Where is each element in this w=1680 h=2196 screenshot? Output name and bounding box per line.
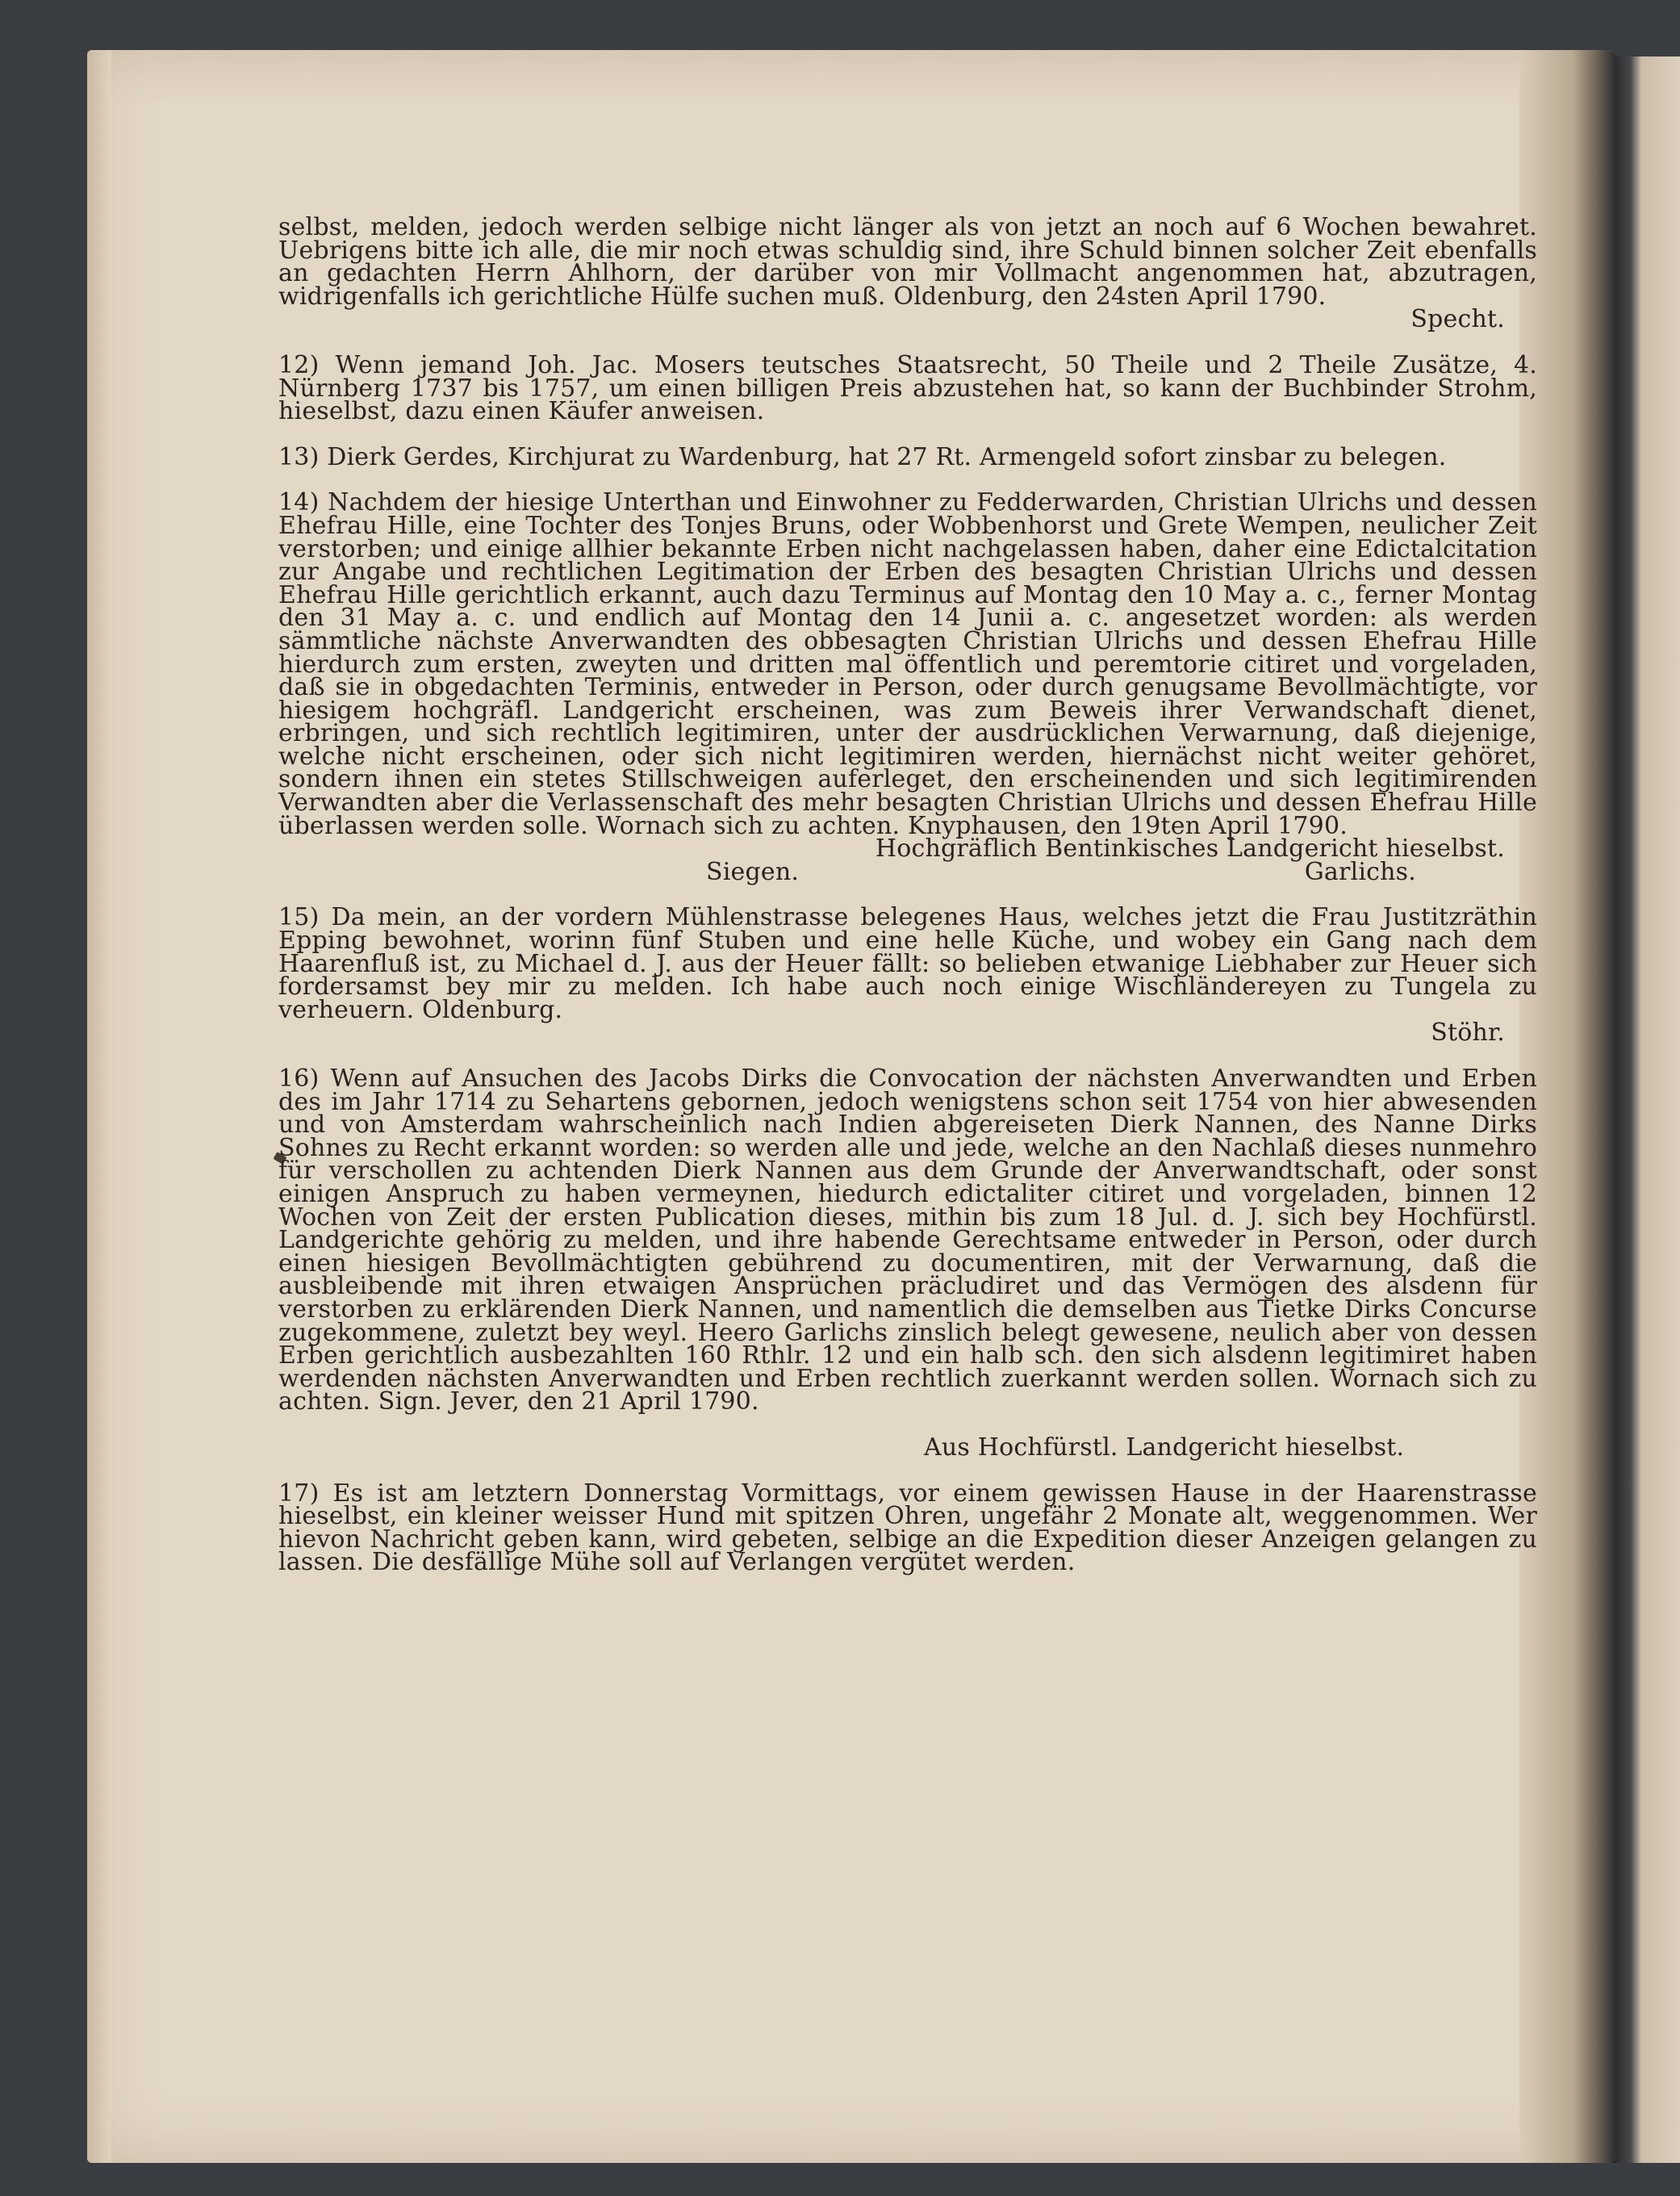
- item-16: 16) Wenn auf Ansuchen des Jacobs Dirks die Convocation der nächsten Anverwandten und Erben des im Jahr 1714 zu Sehartens gebornen, jedoch wenigstens schon seit 1754 von hier abwesenden und von Amsterdam wahrscheinlich nach Indien abgereiseten Dierk Nannen, des Nanne Dirks Sohnes zu Recht erkannt worden: so werden alle und jede, welche an den Nachlaß dieses nunmehro für verschollen zu achtenden Dierk Nannen aus dem Grunde der Anverwandtschaft, oder sonst einigen Anspruch zu haben vermeynen, hiedurch edictaliter citiret und vorgeladen, binnen 12 Wochen von Zeit der ersten Publication dieses, mithin bis zum 18 Jul. d. J. sich bey Hochfürstl. Landgerichte gehörig zu melden, und ihre habende Gerechtsame entweder in Person, oder durch einen hiesigen Bevollmächtigten gebührend zu documentiren, mit der Verwarnung, daß die ausbleibende mit ihren etwaigen Ansprüchen präcludiret und das Vermögen des alsdenn für verstorben zu erklärenden Dierk Nannen, und namentlich die demselben aus Tietke Dirks Concurse zugekommene, zuletzt bey weyl. Heero Garlichs zinslich belegt gewesene, neulich aber von dessen Erben gerichtlich ausbezahlten 160 Rthlr. 12 und ein halb sch. den sich alsdenn legitimiret haben werdenden nächsten Anverwandten und Erben rechtlich zuerkannt werden sollen. Wornach sich zu achten. Sign. Jever, den 21 April 1790.: [278, 1065, 1537, 1416]
- next-page-edge: [1610, 56, 1680, 2163]
- intro-paragraph: selbst, melden, jedoch werden selbige nicht länger als von jetzt an noch auf 6 Wochen bewahret. Uebrigens bitte ich alle, die mir noch etwas schuldig sind, ihre Schuld binnen solcher Zeit ebenfalls an gedachten Herrn Ahlhorn, der darüber von mir Vollmacht angenommen hat, abzutragen, widrigenfalls ich gerichtliche Hülfe suchen muß. Oldenburg, den 24sten April 1790.: [278, 213, 1537, 311]
- item-12: 12) Wenn jemand Joh. Jac. Mosers teutsches Staatsrecht, 50 Theile und 2 Theile Zusätze, 4. Nürnberg 1737 bis 1757, um einen billigen Preis abzustehen hat, so kann der Buchbinder Strohm, hieselbst, dazu einen Käufer anweisen.: [278, 350, 1537, 426]
- page-edge: [87, 50, 111, 2163]
- item-14-signers: [278, 857, 1537, 886]
- item-15: 15) Da mein, an der vordern Mühlenstrasse belegenes Haus, welches jetzt die Frau Justitzräthin Epping bewohnet, worinn fünf Stuben und eine helle Küche, und wobey ein Gang nach dem Haarenfluß ist, zu Michael d. J. aus der Heuer fällt: so belieben etwanige Liebhaber zur Heuer sich fordersamst bey mir zu melden. Ich habe auch noch einige Wischländereyen zu Tungela zu verheuern. Oldenburg.: [278, 903, 1537, 1024]
- item-16-authority: Aus Hochfürstl. Landgericht hieselbst.: [924, 1433, 1405, 1462]
- intro-signature: Specht.: [1410, 305, 1505, 334]
- text-block: [278, 213, 1537, 1577]
- item-14: 14) Nachdem der hiesige Unterthan und Einwohner zu Fedderwarden, Christian Ulrichs und dessen Ehefrau Hille, eine Tochter des Tonjes Bruns, oder Wobbenhorst und Grete Wempen, neulicher Zeit verstorben; und einige allhier bekannte Erben nicht nachgelassen haben, daher eine Edictalcitation zur Angabe und rechtlichen Legitimation der Erben des besagten Christian Ulrichs und dessen Ehefrau Hille gerichtlich erkannt, auch dazu Terminus auf Montag den 10 May a. c., ferner Montag den 31 May a. c. und endlich auf Montag den 14 Junii a. c. angesetzet worden: als werden sämmtliche nächste Anverwandten des obbesagten Christian Ulrichs und dessen Ehefrau Hille hierdurch zum ersten, zweyten und dritten mal öffentlich und peremtorie citiret und vorgeladen, daß sie in obgedachten Terminis, entweder in Person, oder durch genugsame Bevollmächtigte, vor hiesigem hochgräfl. Landgericht erscheinen, was zum Beweis ihrer Verwandschaft dienet, erbringen, und sich rechtlich legitimiren, unter der ausdrücklichen Verwarnung, daß diejenige, welche nicht erscheinen, oder sich nicht legitimiren werden, hiernächst nicht weiter gehöret, sondern ihnen ein stetes Stillschweigen auferleget, den erscheinenden und sich legitimirenden Verwandten aber die Verlassenschaft des mehr besagten Christian Ulrichs und dessen Ehefrau Hille überlassen werden solle. Wornach sich zu achten. Knyphausen, den 19ten April 1790.: [278, 488, 1537, 840]
- signer-siegen: Siegen.: [706, 857, 800, 886]
- item-13: 13) Dierk Gerdes, Kirchjurat zu Wardenburg, hat 27 Rt. Armengeld sofort zinsbar zu belegen.: [278, 442, 1447, 471]
- item-15-signature: Stöhr.: [1431, 1019, 1505, 1048]
- item-14-authority: Hochgräflich Bentinkisches Landgericht hieselbst.: [875, 834, 1505, 864]
- item-17: 17) Es ist am letztern Donnerstag Vormittags, vor einem gewissen Hause in der Haarenstrasse hieselbst, ein kleiner weisser Hund mit spitzen Ohren, ungefähr 2 Monate alt, weggenommen. Wer hievon Nachricht geben kann, wird gebeten, selbige an die Expedition dieser Anzeigen gelangen zu lassen. Die desfällige Mühe soll auf Verlangen vergütet werden.: [278, 1479, 1537, 1577]
- signer-garlichs: Garlichs.: [1304, 857, 1416, 886]
